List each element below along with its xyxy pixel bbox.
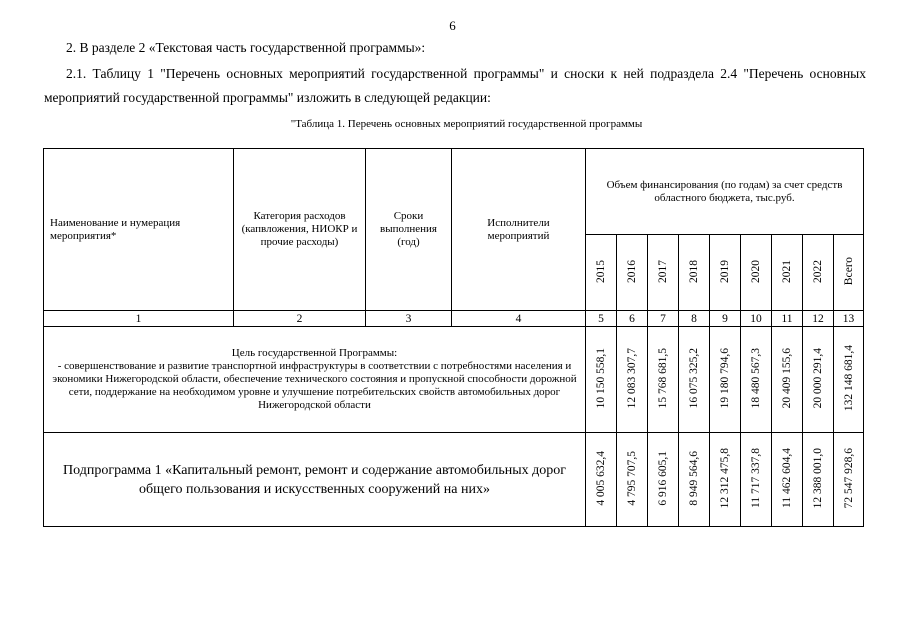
header-terms: Сроки выполнения (год) — [366, 149, 452, 311]
column-number: 1 — [44, 311, 234, 327]
column-number: 4 — [452, 311, 586, 327]
goal-value-2017: 15 768 681,5 — [648, 327, 679, 433]
page-number: 6 — [449, 18, 456, 33]
goal-row — [44, 327, 864, 433]
header-year-2015: 2015 — [586, 235, 617, 311]
header-year-2020: 2020 — [741, 235, 772, 311]
column-number: 10 — [741, 311, 772, 327]
subprogram-value-2020: 11 717 337,8 — [741, 433, 772, 527]
header-executors: Исполнители мероприятий — [452, 149, 586, 311]
subprogram-value-2017: 6 916 605,1 — [648, 433, 679, 527]
column-number: 11 — [772, 311, 803, 327]
header-total: Всего — [834, 235, 864, 311]
subprogram-value-total: 72 547 928,6 — [834, 433, 864, 527]
goal-value-2018: 16 075 325,2 — [679, 327, 710, 433]
table-header-row-1 — [44, 149, 864, 235]
goal-value-total: 132 148 681,4 — [834, 327, 864, 433]
table-caption: "Таблица 1. Перечень основных мероприятий государственной программы — [290, 118, 643, 130]
column-number: 8 — [679, 311, 710, 327]
goal-value-2022: 20 000 291,4 — [803, 327, 834, 433]
subprogram-row — [44, 433, 864, 527]
subprogram-description: Подпрограмма 1 «Капитальный ремонт, ремонт и содержание автомобильных дорог общего пользования и искусственных сооружений на них» — [44, 433, 586, 527]
goal-value-2020: 18 480 567,3 — [741, 327, 772, 433]
header-name: Наименование и нумерация мероприятия* — [44, 149, 234, 311]
paragraph-section-2: 2. В разделе 2 «Текстовая часть государственной программы»: — [66, 40, 426, 55]
header-year-2018: 2018 — [679, 235, 710, 311]
paragraph-table-instruction: 2.1. Таблицу 1 "Перечень основных мероприятий государственной программы" и сноски к ней подраздела 2.4 "Перечень основных мероприятий государственной программы" изложить в следующей редакции: — [44, 66, 866, 105]
header-year-2017: 2017 — [648, 235, 679, 311]
column-number: 5 — [586, 311, 617, 327]
header-funding: Объем финансирования (по годам) за счет средств областного бюджета, тыс.руб. — [586, 149, 864, 235]
goal-description — [44, 327, 586, 433]
subprogram-value-2016: 4 795 707,5 — [617, 433, 648, 527]
subprogram-value-2018: 8 949 564,6 — [679, 433, 710, 527]
goal-value-2021: 20 409 155,6 — [772, 327, 803, 433]
activities-table — [43, 148, 864, 527]
column-number: 7 — [648, 311, 679, 327]
column-number: 13 — [834, 311, 864, 327]
column-number: 3 — [366, 311, 452, 327]
header-year-2019: 2019 — [710, 235, 741, 311]
header-year-2016: 2016 — [617, 235, 648, 311]
subprogram-value-2022: 12 388 001,0 — [803, 433, 834, 527]
column-number: 6 — [617, 311, 648, 327]
goal-value-2015: 10 150 558,1 — [586, 327, 617, 433]
subprogram-value-2015: 4 005 632,4 — [586, 433, 617, 527]
header-year-2022: 2022 — [803, 235, 834, 311]
goal-text: - совершенствование и развитие транспортной инфраструктуры в соответствии с потребностями населения и экономики Нижегородской области, обеспечение технического состояния и пропускной способности дорожной сети, поддержание на необходимом уровне и улучшение потребительских свойств автомобильных дорог Нижегородской области — [52, 360, 577, 411]
column-number-row — [44, 311, 864, 327]
header-category: Категория расходов (капвложения, НИОКР и прочие расходы) — [234, 149, 366, 311]
goal-value-2016: 12 083 307,7 — [617, 327, 648, 433]
subprogram-value-2019: 12 312 475,8 — [710, 433, 741, 527]
goal-value-2019: 19 180 794,6 — [710, 327, 741, 433]
subprogram-value-2021: 11 462 604,4 — [772, 433, 803, 527]
column-number: 2 — [234, 311, 366, 327]
column-number: 12 — [803, 311, 834, 327]
header-year-2021: 2021 — [772, 235, 803, 311]
column-number: 9 — [710, 311, 741, 327]
goal-title: Цель государственной Программы: — [231, 347, 398, 359]
